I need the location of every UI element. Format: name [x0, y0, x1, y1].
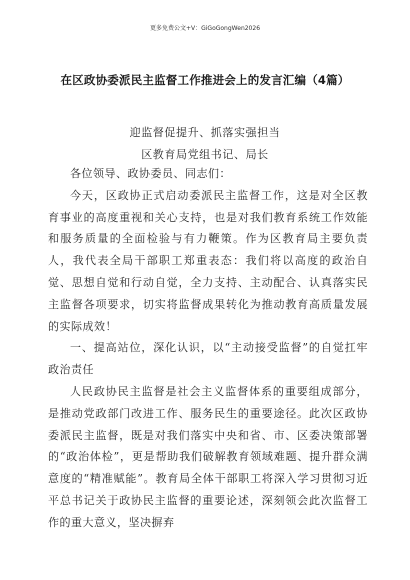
paragraph-section-1: 人民政协民主监督是社会主义监督体系的重要组成部分，是推动党政部门改进工作、服务民生的重要途径。此次区政协委派民主监督，既是对我们落实中央和省、市、区委决策部署的“政治体检”，更是帮助我们破解教育领域难题、提升群众满意度的“精准赋能”。教育局全体干部职工将深入学习贯彻习近平总书记关于政协民主监督的重要论述，深刻领会此次监督工作的重大意义，坚决摒弃 [48, 384, 368, 529]
speech-title: 迎监督促提升、抓落实强担当 [129, 126, 281, 139]
section-heading-1: 一、提高站位，深化认识，以“主动接受监督”的自觉扛牢政治责任 [48, 341, 368, 377]
document-body [48, 163, 368, 534]
salutation: 各位领导、政协委员、同志们： [70, 167, 231, 180]
header-note: 更多免费公文+V：GiGoGongWen2026 [149, 25, 261, 32]
paragraph-opening: 今天，区政协正式启动委派民主监督工作，这是对全区教育事业的高度重视和关心支持，也是对我们教育系统工作效能和服务质量的全面检验与有力鞭策。作为区教育局主要负责人，我代表全局干部职工郑重表态：我们将以高度的政治自觉、思想自觉和行动自觉，全力支持、主动配合、认真落实民主监督各项要求，切实将监督成果转化为推动教育高质量发展的实际成效！ [48, 188, 368, 333]
document-title: 在区政协委派民主监督工作推进会上的发言汇编（4篇） [60, 73, 350, 87]
speaker-position: 区教育局党组书记、局长 [141, 148, 269, 161]
